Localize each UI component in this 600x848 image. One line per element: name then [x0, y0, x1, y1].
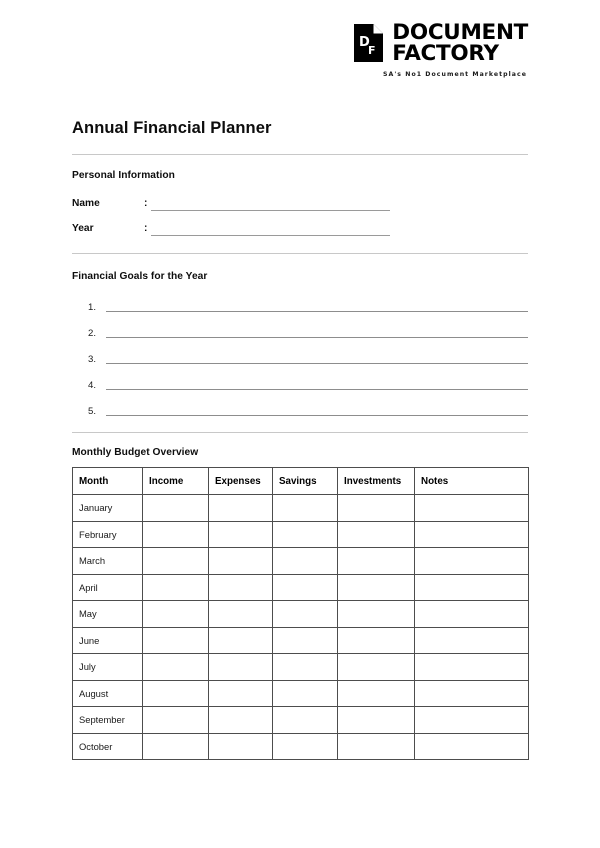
cell-income[interactable]: [143, 707, 209, 734]
cell-income[interactable]: [143, 495, 209, 522]
cell-income[interactable]: [143, 654, 209, 681]
goal-row-2: [88, 325, 528, 341]
cell-expenses[interactable]: [209, 521, 273, 548]
field-colon-name: :: [144, 197, 148, 209]
table-row: [73, 733, 529, 760]
brand-header: [354, 22, 528, 78]
goal-input-3[interactable]: [106, 354, 528, 364]
cell-savings[interactable]: [273, 495, 338, 522]
section-divider-top: [72, 154, 528, 155]
goal-row-1: [88, 299, 528, 315]
cell-notes[interactable]: [415, 521, 529, 548]
table-row: [73, 548, 529, 575]
cell-month: September: [73, 707, 143, 734]
cell-investments[interactable]: [338, 680, 415, 707]
goal-input-5[interactable]: [106, 406, 528, 416]
brand-line-1: DOCUMENT: [392, 20, 528, 45]
cell-notes[interactable]: [415, 574, 529, 601]
cell-notes[interactable]: [415, 548, 529, 575]
table-row: [73, 680, 529, 707]
table-row: [73, 654, 529, 681]
section-heading-financial-goals: Financial Goals for the Year: [72, 271, 208, 282]
name-input[interactable]: [151, 196, 390, 211]
monthly-budget-table: [72, 467, 529, 760]
cell-income[interactable]: [143, 548, 209, 575]
document-page-icon: [354, 24, 383, 62]
goal-input-2[interactable]: [106, 328, 528, 338]
cell-month: March: [73, 548, 143, 575]
cell-investments[interactable]: [338, 733, 415, 760]
cell-income[interactable]: [143, 601, 209, 628]
brand-line-2: FACTORY: [392, 41, 499, 67]
cell-expenses[interactable]: [209, 627, 273, 654]
goal-number-4: 4.: [88, 379, 97, 391]
cell-investments[interactable]: [338, 707, 415, 734]
cell-expenses[interactable]: [209, 654, 273, 681]
cell-investments[interactable]: [338, 601, 415, 628]
table-row: [73, 521, 529, 548]
column-header-investments: Investments: [338, 468, 415, 495]
column-header-notes: Notes: [415, 468, 529, 495]
cell-investments[interactable]: [338, 654, 415, 681]
cell-income[interactable]: [143, 521, 209, 548]
cell-income[interactable]: [143, 574, 209, 601]
cell-notes[interactable]: [415, 680, 529, 707]
cell-month: April: [73, 574, 143, 601]
goal-number-1: 1.: [88, 301, 97, 313]
column-header-income: Income: [143, 468, 209, 495]
field-row-year: [72, 219, 528, 237]
brand-wordmark: [392, 20, 528, 67]
year-input[interactable]: [151, 221, 390, 236]
section-divider-middle: [72, 253, 528, 254]
cell-expenses[interactable]: [209, 680, 273, 707]
cell-expenses[interactable]: [209, 707, 273, 734]
cell-expenses[interactable]: [209, 733, 273, 760]
cell-income[interactable]: [143, 627, 209, 654]
goal-row-3: [88, 351, 528, 367]
section-divider-bottom: [72, 432, 528, 433]
cell-month: May: [73, 601, 143, 628]
field-colon-year: :: [144, 222, 148, 234]
cell-notes[interactable]: [415, 627, 529, 654]
page-title: Annual Financial Planner: [72, 119, 272, 138]
cell-month: October: [73, 733, 143, 760]
cell-income[interactable]: [143, 680, 209, 707]
cell-month: July: [73, 654, 143, 681]
cell-savings[interactable]: [273, 707, 338, 734]
cell-expenses[interactable]: [209, 574, 273, 601]
cell-savings[interactable]: [273, 521, 338, 548]
brand-mark-letter-d: D: [359, 35, 371, 51]
cell-savings[interactable]: [273, 601, 338, 628]
cell-month: June: [73, 627, 143, 654]
brand-lockup: [354, 20, 528, 67]
table-header-row: [73, 468, 529, 495]
cell-investments[interactable]: [338, 495, 415, 522]
cell-expenses[interactable]: [209, 601, 273, 628]
cell-expenses[interactable]: [209, 495, 273, 522]
section-heading-personal-information: Personal Information: [72, 170, 175, 181]
cell-savings[interactable]: [273, 627, 338, 654]
brand-mark-letter-f: F: [368, 44, 376, 58]
column-header-savings: Savings: [273, 468, 338, 495]
goal-number-2: 2.: [88, 327, 97, 339]
cell-savings[interactable]: [273, 548, 338, 575]
cell-investments[interactable]: [338, 521, 415, 548]
cell-notes[interactable]: [415, 495, 529, 522]
cell-month: February: [73, 521, 143, 548]
section-heading-monthly-budget: Monthly Budget Overview: [72, 447, 199, 458]
cell-month: January: [73, 495, 143, 522]
goal-row-4: [88, 377, 528, 393]
cell-savings[interactable]: [273, 680, 338, 707]
cell-savings[interactable]: [273, 654, 338, 681]
field-row-name: [72, 194, 528, 212]
column-header-expenses: Expenses: [209, 468, 273, 495]
cell-income[interactable]: [143, 733, 209, 760]
cell-investments[interactable]: [338, 574, 415, 601]
table-row: [73, 601, 529, 628]
cell-savings[interactable]: [273, 733, 338, 760]
field-label-name: Name: [72, 197, 100, 209]
brand-tagline: SA's No1 Document Marketplace: [382, 71, 527, 79]
cell-expenses[interactable]: [209, 548, 273, 575]
column-header-month: Month: [73, 468, 143, 495]
goal-number-5: 5.: [88, 405, 97, 417]
table-row: [73, 574, 529, 601]
cell-notes[interactable]: [415, 654, 529, 681]
table-row: [73, 495, 529, 522]
cell-investments[interactable]: [338, 627, 415, 654]
field-label-year: Year: [72, 222, 94, 234]
cell-savings[interactable]: [273, 574, 338, 601]
table-body: [73, 495, 529, 760]
cell-notes[interactable]: [415, 733, 529, 760]
table-row: [73, 627, 529, 654]
table-row: [73, 707, 529, 734]
goal-row-5: [88, 403, 528, 419]
cell-notes[interactable]: [415, 707, 529, 734]
cell-month: August: [73, 680, 143, 707]
goal-input-4[interactable]: [106, 380, 528, 390]
goal-number-3: 3.: [88, 353, 97, 365]
goal-input-1[interactable]: [106, 302, 528, 312]
cell-investments[interactable]: [338, 548, 415, 575]
cell-notes[interactable]: [415, 601, 529, 628]
